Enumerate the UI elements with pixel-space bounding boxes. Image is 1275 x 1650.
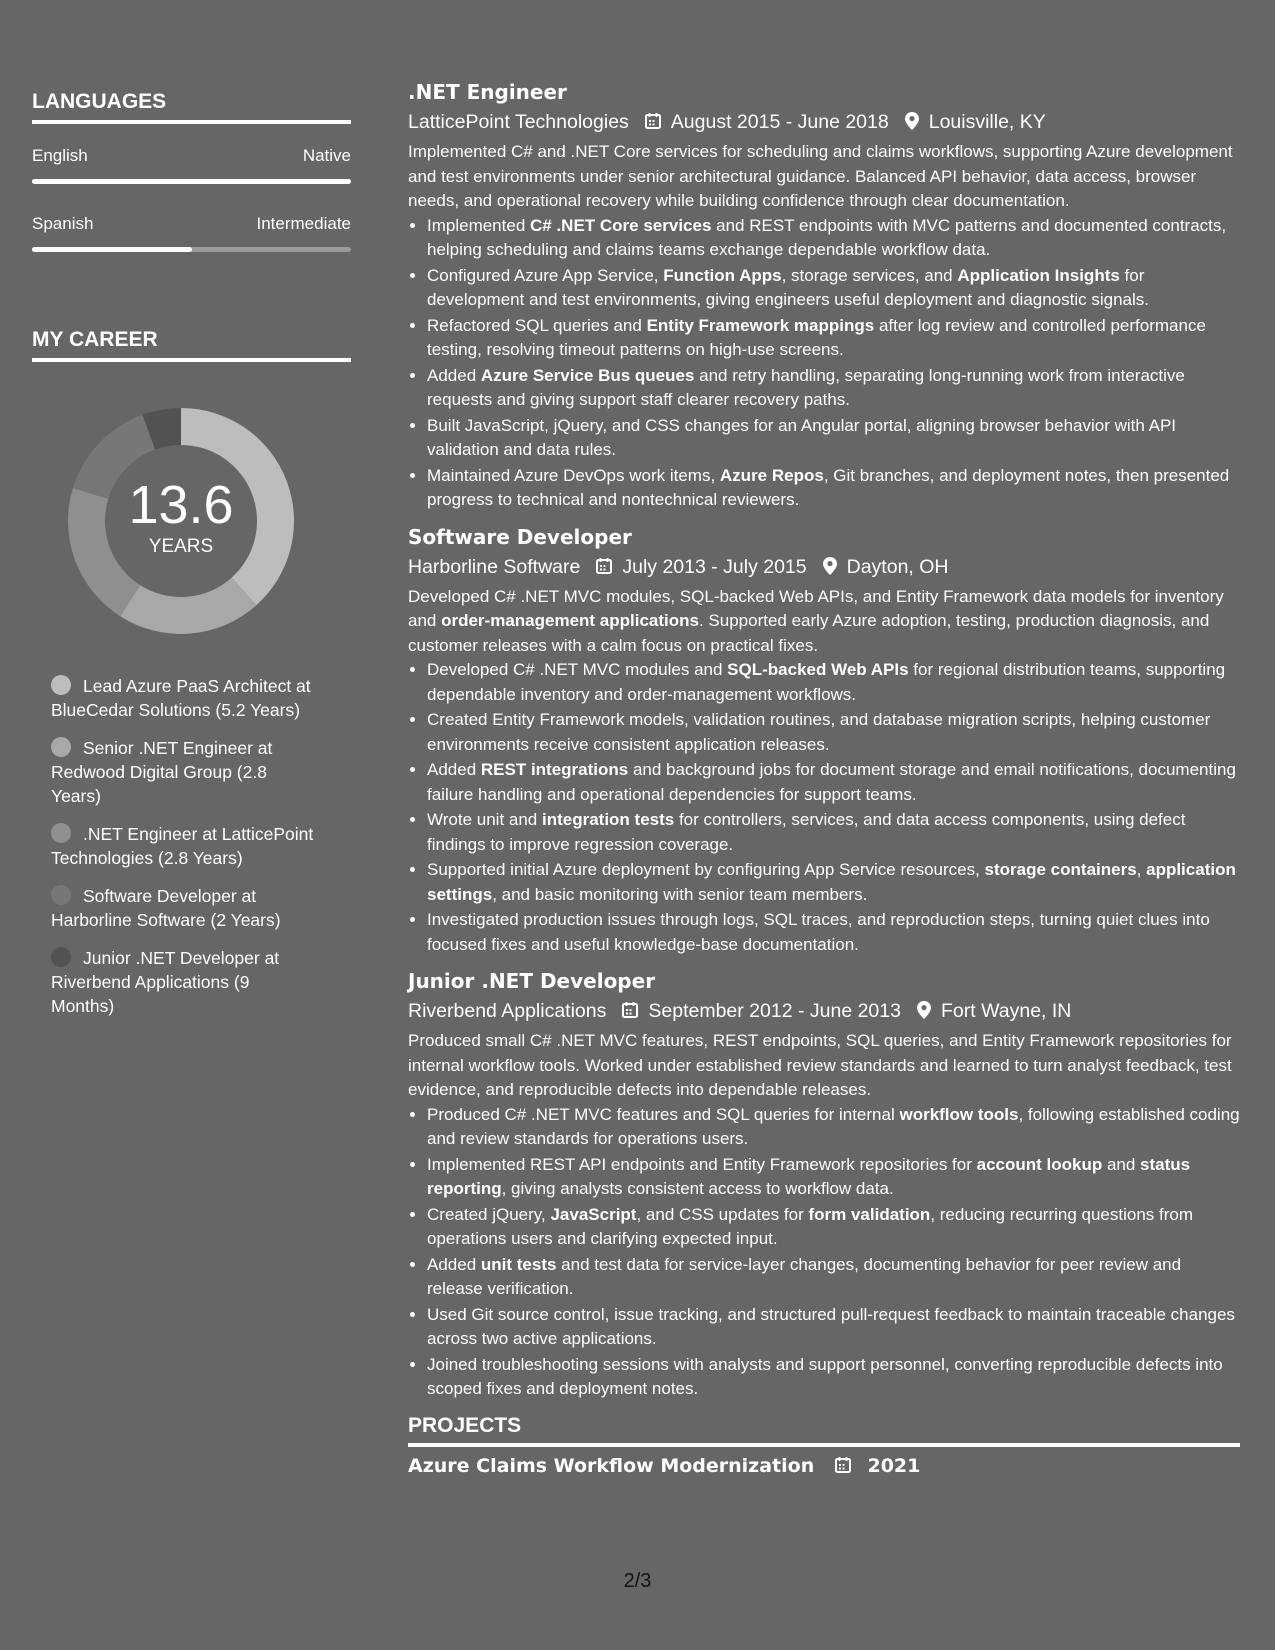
career-total-years: 13.6 — [128, 475, 234, 535]
languages-heading: LANGUAGES — [32, 90, 351, 124]
company-name: LatticePoint Technologies — [408, 111, 629, 133]
bullet-text: Added — [427, 365, 481, 385]
bullet-text: , giving analysts consistent access to workflow data. — [501, 1179, 894, 1198]
bullet-text: Created jQuery, — [427, 1204, 551, 1224]
job-location: Dayton, OH — [846, 555, 949, 578]
bullet-text: Built JavaScript, jQuery, and CSS changes for an Angular portal, aligning browser behavior with API validation and data rules. — [427, 415, 1177, 459]
bullet-text: and test data for service-layer changes, documenting behavior for peer review and release verification. — [427, 1254, 1182, 1298]
bullet-highlight: integration tests — [541, 810, 675, 829]
bullet-text: Implemented REST API endpoints and Entity Framework repositories for — [427, 1154, 977, 1174]
map-pin-icon — [901, 1000, 941, 1022]
career-legend-label: Junior .NET Developer at Riverbend Applications (9 Months) — [51, 948, 280, 1016]
bullet-highlight: unit tests — [480, 1254, 557, 1274]
legend-dot — [51, 737, 71, 757]
bullet-highlight: account lookup — [976, 1154, 1103, 1174]
bullet-highlight: application settings — [427, 860, 1236, 904]
bullet-highlight: Application Insights — [957, 265, 1120, 285]
bullet-text: Wrote unit and — [427, 810, 542, 829]
bullet-item — [427, 1103, 1240, 1152]
bullet-item — [427, 364, 1240, 413]
job-location: Louisville, KY — [928, 111, 1046, 133]
calendar-icon — [606, 1000, 648, 1022]
main-content — [408, 78, 1240, 1477]
bullet-highlight: SQL-backed Web APIs — [727, 660, 909, 679]
bullet-text: and background jobs for document storage and email notifications, documenting failure handling and operational dependencies for support teams. — [427, 760, 1236, 804]
bullet-highlight: JavaScript — [550, 1204, 637, 1224]
bullet-item — [427, 1303, 1240, 1352]
bullet-item — [427, 658, 1240, 707]
bullet-item — [427, 414, 1240, 463]
job-dates: July 2013 - July 2015 — [622, 555, 807, 578]
bullet-item — [427, 1203, 1240, 1252]
experience-item — [408, 523, 1240, 958]
career-total-unit: YEARS — [148, 536, 214, 557]
career-heading: MY CAREER — [32, 328, 351, 362]
bullet-text: for regional distribution teams, supporting dependable inventory and order-management workflows. — [427, 660, 1226, 704]
experience-list — [408, 78, 1240, 1402]
job-meta — [408, 996, 1240, 1026]
bullet-text: and retry handling, separating long-running work from interactive requests and giving support staff clearer recovery paths. — [427, 365, 1185, 409]
experience-item — [408, 967, 1240, 1402]
job-dates: August 2015 - June 2018 — [670, 111, 889, 133]
career-legend-label: Senior .NET Engineer at Redwood Digital Group (2.8 Years) — [51, 738, 273, 806]
career-legend-item — [51, 946, 316, 1018]
bullet-item — [427, 1353, 1240, 1402]
career-donut-chart — [66, 406, 296, 636]
projects-heading: PROJECTS — [408, 1414, 1240, 1447]
bullet-text: Refactored SQL queries and — [427, 315, 647, 335]
bullet-highlight: Azure Service Bus queues — [480, 365, 695, 385]
company-name: Riverbend Applications — [408, 1000, 607, 1022]
job-title: Software Developer — [408, 524, 632, 549]
bullet-text: Investigated production issues through logs, SQL traces, and reproduction steps, turning quiet clues into focused fixes and useful knowledge-base documentation. — [427, 910, 1210, 954]
bullet-item — [427, 708, 1240, 757]
sidebar — [32, 90, 351, 1032]
bullet-item — [427, 1153, 1240, 1202]
bullet-highlight: form validation — [808, 1204, 931, 1224]
language-name: Spanish — [32, 214, 94, 233]
bullet-text: , storage services, and — [781, 265, 958, 285]
job-meta — [408, 552, 1240, 582]
legend-dot — [51, 947, 71, 967]
calendar-icon — [629, 111, 671, 133]
bullet-item — [427, 908, 1240, 957]
bullet-text: , and CSS updates for — [636, 1204, 809, 1224]
bullet-text: Supported initial Azure deployment by configuring App Service resources, — [427, 860, 985, 879]
career-legend-label: Lead Azure PaaS Architect at BlueCedar Solutions (5.2 Years) — [51, 676, 311, 720]
language-level-bar — [32, 247, 351, 252]
career-legend-item — [51, 674, 316, 722]
bullet-text: Produced C# .NET MVC features and SQL queries for internal — [427, 1104, 900, 1124]
bullet-highlight: storage containers — [984, 860, 1137, 879]
bullet-item — [427, 858, 1240, 907]
page-number: 2/3 — [623, 1570, 652, 1592]
language-level-bar — [32, 179, 351, 184]
bullet-highlight: Entity Framework mappings — [646, 315, 875, 335]
bullet-highlight: Function Apps — [663, 265, 782, 285]
legend-dot — [51, 675, 71, 695]
bullet-text: Developed C# .NET MVC modules and — [427, 660, 728, 679]
bullet-item — [427, 214, 1240, 263]
legend-dot — [51, 823, 71, 843]
bullet-highlight: order-management applications — [441, 611, 699, 630]
job-summary — [408, 585, 1240, 659]
map-pin-icon — [807, 556, 847, 578]
bullet-item — [427, 808, 1240, 857]
experience-item — [408, 78, 1240, 513]
company-name: Harborline Software — [408, 555, 581, 578]
job-dates: September 2012 - June 2013 — [648, 1000, 901, 1022]
bullet-text: Configured Azure App Service, — [427, 265, 664, 285]
job-summary: Implemented C# and .NET Core services for scheduling and claims workflows, supporting Azure development and test environments under senior architectural guidance. Balanced API behavior, data access, browser needs, and operational recovery while building confidence through clear documentation. — [408, 142, 1233, 210]
bullet-text: Maintained Azure DevOps work items, — [427, 465, 720, 485]
job-title: .NET Engineer — [408, 80, 567, 104]
bullet-text: and — [1102, 1154, 1141, 1174]
career-legend-label: .NET Engineer at LatticePoint Technologies (2.8 Years) — [51, 824, 314, 868]
bullet-text: Implemented — [427, 215, 530, 235]
bullet-text: , — [1136, 860, 1147, 879]
bullet-highlight: workflow tools — [899, 1104, 1019, 1124]
language-name: English — [32, 146, 88, 165]
bullet-text: , following established coding and review standards for operations users. — [427, 1104, 1240, 1148]
language-item — [32, 214, 351, 252]
bullet-text: Added — [427, 760, 481, 779]
bullet-text: after log review and controlled performance testing, resolving timeout patterns on high-use screens. — [427, 315, 1206, 359]
bullet-text: for development and test environments, giving engineers useful deployment and diagnostic signals. — [427, 265, 1150, 309]
bullet-item — [427, 314, 1240, 363]
bullet-text: . Supported early Azure adoption, testing, production diagnosis, and customer releases with a calm focus on practical fixes. — [408, 611, 1210, 655]
language-level: Native — [302, 146, 351, 165]
calendar-icon — [580, 556, 622, 578]
career-legend-item — [51, 884, 316, 932]
career-legend-label: Software Developer at Harborline Software (2 Years) — [51, 886, 281, 930]
project-year: 2021 — [867, 1454, 921, 1477]
job-bullets — [408, 1103, 1240, 1402]
bullet-highlight: C# .NET Core services — [530, 215, 712, 235]
bullet-item — [427, 264, 1240, 313]
bullet-item — [427, 464, 1240, 513]
bullet-text: Developed C# .NET MVC modules, SQL-backed Web APIs, and Entity Framework data models for inventory and — [408, 586, 1224, 630]
bullet-text: , and basic monitoring with senior team members. — [492, 884, 868, 904]
map-pin-icon — [889, 111, 929, 133]
career-legend-item — [51, 736, 316, 808]
bullet-text: for controllers, services, and data access components, using defect findings to improve regression coverage. — [427, 810, 1186, 854]
bullet-text: Used Git source control, issue tracking, and structured pull-request feedback to maintain traceable changes across two active applications. — [427, 1304, 1235, 1348]
bullet-item — [427, 1253, 1240, 1302]
language-item — [32, 146, 351, 184]
job-summary: Produced small C# .NET MVC features, REST endpoints, SQL queries, and Entity Framework repositories for internal workflow tools. Worked under established review standards and learned to turn analyst feedback, test evidence, and reproducible defects into dependable releases. — [408, 1031, 1232, 1099]
bullet-highlight: Azure Repos — [719, 465, 824, 485]
bullet-text: Added — [427, 1254, 481, 1274]
bullet-text: , Git branches, and deployment notes, then presented progress to technical and nontechnical reviewers. — [427, 465, 1230, 509]
language-level: Intermediate — [256, 214, 351, 233]
job-bullets — [408, 658, 1240, 957]
bullet-item — [427, 758, 1240, 807]
bullet-highlight: REST integrations — [480, 760, 629, 779]
job-bullets — [408, 214, 1240, 513]
project-item — [408, 1455, 1240, 1477]
legend-dot — [51, 885, 71, 905]
project-name: Azure Claims Workflow Modernization — [408, 1454, 815, 1477]
career-legend — [51, 674, 351, 1018]
calendar-icon — [821, 1455, 861, 1477]
bullet-text: Created Entity Framework models, validation routines, and database migration scripts, helping customer environments receive consistent application releases. — [427, 710, 1211, 754]
career-legend-item — [51, 822, 316, 870]
bullet-text: Joined troubleshooting sessions with analysts and support personnel, converting reproducible defects into scoped fixes and deployment notes. — [427, 1354, 1223, 1398]
job-location: Fort Wayne, IN — [940, 1000, 1072, 1022]
language-level-fill — [32, 179, 351, 184]
bullet-highlight: status reporting — [427, 1154, 1191, 1198]
job-title: Junior .NET Developer — [408, 969, 656, 993]
bullet-text: and REST endpoints with MVC patterns and documented contracts, helping scheduling and claims teams exchange dependable workflow data. — [427, 215, 1227, 259]
bullet-text: , reducing recurring questions from operations users and clarifying expected input. — [427, 1204, 1194, 1248]
job-meta — [408, 107, 1240, 137]
language-level-fill — [32, 247, 192, 252]
